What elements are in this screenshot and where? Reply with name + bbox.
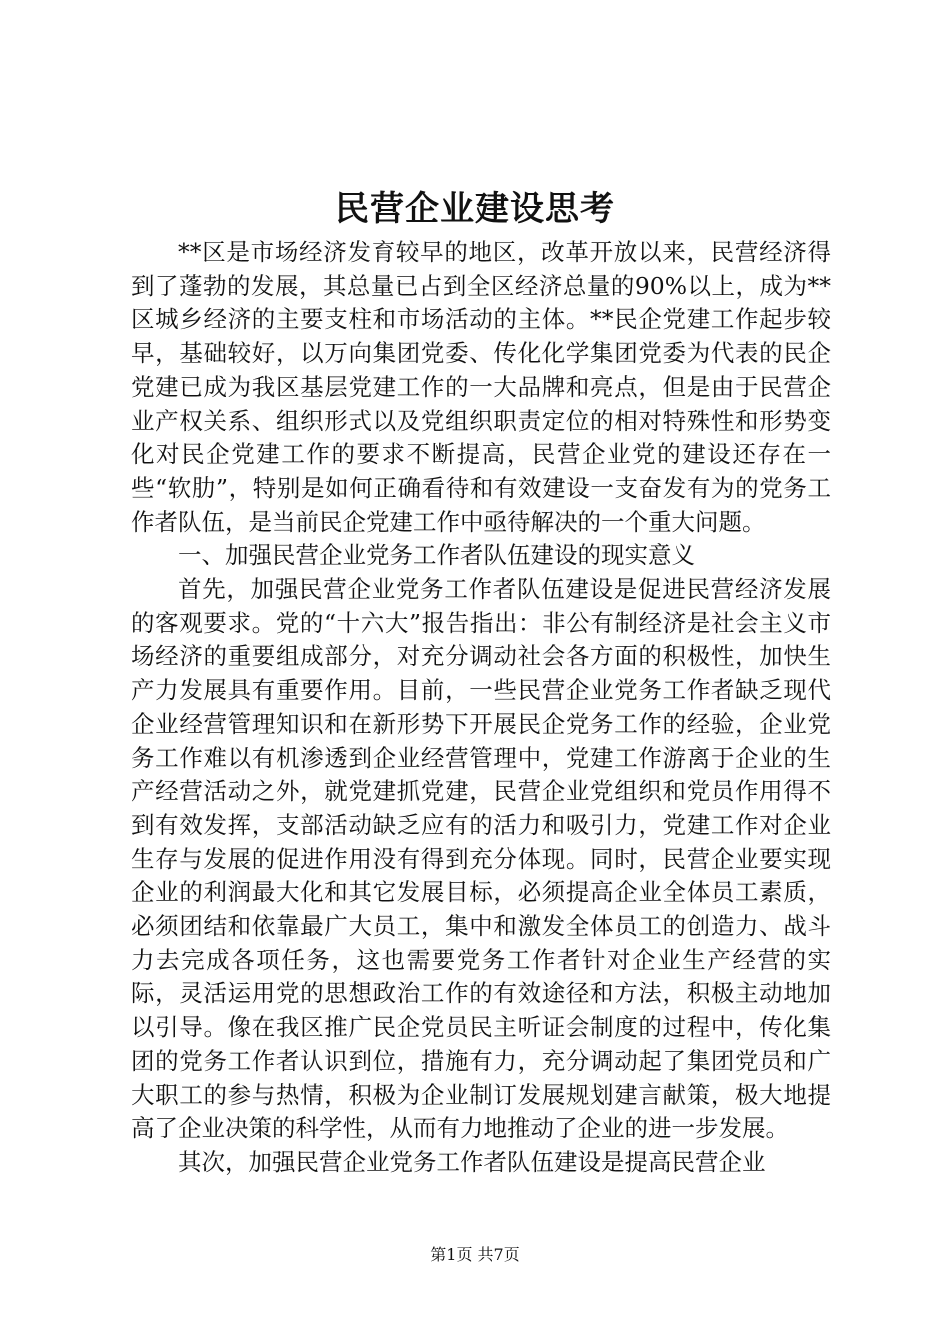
section-heading-1: 一、加强民营企业党务工作者队伍建设的现实意义: [178, 541, 695, 570]
document-body: [131, 236, 831, 1180]
page-footer: 第1页 共7页: [430, 1245, 520, 1264]
document-title: 民营企业建设思考: [335, 189, 615, 229]
paragraph-second: 其次，加强民营企业党务工作者队伍建设是提高民营企业: [178, 1147, 766, 1176]
paragraph-first: 首先，加强民营企业党务工作者队伍建设是促进民营经济发展的客观要求。党的“十六大”报告指出：非公有制经济是社会主义市场经济的重要组成部分，对充分调动社会各方面的积极性，加快生产力发展具有重要作用。目前，一些民营企业党务工作者缺乏现代企业经营管理知识和在新形势下开展民企党务工作的经验，企业党务工作难以有机渗透到企业经营管理中，党建工作游离于企业的生产经营活动之外，就党建抓党建，民营企业党组织和党员作用得不到有效发挥，支部活动缺乏应有的活力和吸引力，党建工作对企业生存与发展的促进作用没有得到充分体现。同时，民营企业要实现企业的利润最大化和其它发展目标，必须提高企业全体员工素质，必须团结和依靠最广大员工，集中和激发全体员工的创造力、战斗力去完成各项任务，这也需要党务工作者针对企业生产经营的实际，灵活运用党的思想政治工作的有效途径和方法，积极主动地加以引导。像在我区推广民企党员民主听证会制度的过程中，传化集团的党务工作者认识到位，措施有力，充分调动起了集团党员和广大职工的参与热情，积极为企业制订发展规划建言献策，极大地提高了企业决策的科学性，从而有力地推动了企业的进一步发展。: [131, 575, 831, 1143]
paragraph-intro: **区是市场经济发育较早的地区，改革开放以来，民营经济得到了蓬勃的发展，其总量已占到全区经济总量的90%以上，成为**区城乡经济的主要支柱和市场活动的主体。**民企党建工作起步较早，基础较好，以万向集团党委、传化化学集团党委为代表的民企党建已成为我区基层党建工作的一大品牌和亮点，但是由于民营企业产权关系、组织形式以及党组织职责定位的相对特殊性和形势变化对民企党建工作的要求不断提高，民营企业党的建设还存在一些“软肋”，特别是如何正确看待和有效建设一支奋发有为的党务工作者队伍，是当前民企党建工作中亟待解决的一个重大问题。: [131, 238, 831, 536]
